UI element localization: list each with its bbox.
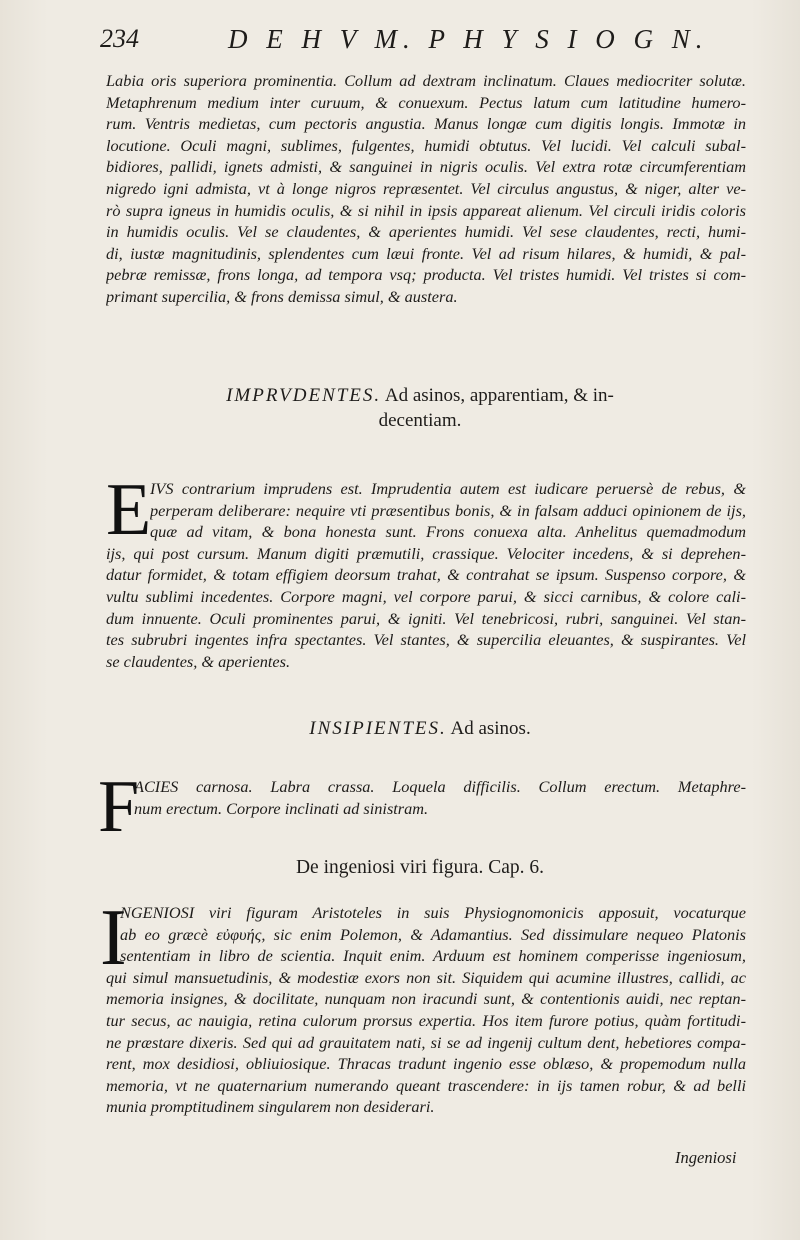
text-line: ijs, qui post cursum. Manum digiti præmutili, crassique. Velociter incedens, & si deprehen- xyxy=(106,543,746,563)
text-line: memoria, vt ne quaternarium numerando queant trascendere: in ijs tamen robur, & ad belli xyxy=(106,1075,746,1095)
heading-caps: IMPRVDENTES. xyxy=(226,385,382,406)
insipientes-paragraph xyxy=(134,776,746,819)
section-heading-insipientes xyxy=(110,718,730,740)
text-line: quæ ad vitam, & bona honesta sunt. Frons conuexa alta. Anhelitus quemadmodum xyxy=(150,522,746,542)
text-line: rò supra igneus in humidis oculis, & si nihil in ipsis appareat alienum. Vel circuli iridis coloris xyxy=(106,200,746,220)
section-heading-imprudentes-line2 xyxy=(110,410,730,432)
running-title: D E H V M. P H Y S I O G N. xyxy=(228,24,709,54)
drop-cap-e: E xyxy=(106,469,152,551)
chapter-heading xyxy=(110,857,730,879)
text-line: primant supercilia, & frons demissa simul, & austera. xyxy=(106,286,458,306)
heading-line2: decentiam. xyxy=(378,410,462,431)
text-line: Metaphrenum medium inter curuum, & conuexum. Pectus latum cum latitudine humero- xyxy=(106,92,746,112)
heading-rest: Ad asinos, apparentiam, & in- xyxy=(384,385,614,406)
running-head xyxy=(100,24,709,60)
text-line: qui simul mansuetudinis, & modestiæ exors non sit. Siquidem qui acumine illustres, callidi, ac xyxy=(106,967,746,987)
text-line: di, iustæ magnitudinis, splendentes cum læui fronte. Vel ad risum hilares, & humidi, & pal- xyxy=(106,243,746,263)
text-line: ab eo græcè εὐφυής, sic enim Polemon, & Adamantius. Sed dissimulare nequeo Platonis xyxy=(120,924,746,944)
text-line: IVS contrarium imprudens est. Imprudentia autem est iudicare peruersè de rebus, & xyxy=(150,479,746,498)
text-line: rum. Ventris medietas, cum pectoris angustia. Manus longæ cum digitis longis. Immotæ in xyxy=(106,114,746,134)
text-line: perperam deliberare: nequire vti præsentibus bonis, & in falsam adduci opinionem de ijs, xyxy=(150,500,746,520)
text-line: rent, mox desidiosi, obliuiosique. Thracas tradunt ingenio esse oblæso, & propemodum nulla xyxy=(106,1054,746,1074)
text-line: NGENIOSI viri figuram Aristoteles in suis Physiognomonicis apposuit, vocaturque xyxy=(120,903,746,922)
text-line: ne præstare dixeris. Sed qui ad grauitatem nati, si se ad ingenij cultum dent, hebetiores compa- xyxy=(106,1032,746,1052)
text-line: memoria insignes, & docilitate, nunquam non iracundi sunt, & contentionis auidi, nec reptan- xyxy=(106,989,746,1009)
chapter-paragraph xyxy=(106,902,746,1118)
imprudentes-paragraph xyxy=(106,478,746,672)
text-line: num erectum. Corpore inclinati ad sinistram. xyxy=(134,798,429,818)
text-line: in humidis oculis. Vel se claudentes, & aperientes humidi. Vel sese claudentes, recti, humi- xyxy=(106,222,746,242)
text-line: nigredo igni admista, vt à longe nigros repræsentet. Vel circulus angustus, & niger, alter ve- xyxy=(106,178,746,198)
text-line: tes subrubri ingentes infra spectantes. Vel stantes, & supercilia eleuantes, & suspirantes. Vel xyxy=(106,630,746,650)
drop-cap-f: F xyxy=(98,766,140,848)
text-line: pebræ remissæ, frons longa, ad tempora vsq; producta. Vel tristes humidi. Vel tristes si com- xyxy=(106,265,746,285)
text-line: ACIES carnosa. Labra crassa. Loquela difficilis. Collum erectum. Metaphre- xyxy=(134,777,746,796)
text-line: tur secus, ac nauigia, retina culorum prorsus expertia. Hos item furore potius, quàm fortitudi- xyxy=(106,1010,746,1030)
text-line: se claudentes, & aperientes. xyxy=(106,651,291,671)
page-number: 234 xyxy=(100,24,139,53)
chapter-title: De ingeniosi viri figura. Cap. 6. xyxy=(295,857,545,878)
text-line: munia promptitudinem singularem non desiderari. xyxy=(106,1097,435,1117)
intro-paragraph xyxy=(106,70,746,308)
text-line: bidiores, pallidi, ignets admisti, & sanguinei in nigris oculis. Vel extra rotæ circumferentiam xyxy=(106,157,746,177)
text-line: dum innuente. Oculi prominentes parui, & igniti. Vel tenebricosi, rubri, sanguinei. Vel stan- xyxy=(106,608,746,628)
text-line: Labia oris superiora prominentia. Collum ad dextram inclinatum. Claues mediocriter solutæ. xyxy=(106,71,746,90)
section-heading-imprudentes xyxy=(110,385,730,407)
text-line: sententiam in libro de scientia. Inquit enim. Arduum est hominem comperisse ingeniosum, xyxy=(120,946,746,966)
heading-rest: Ad asinos. xyxy=(450,718,531,739)
heading-caps: INSIPIENTES. xyxy=(309,718,447,739)
text-line: locutione. Oculi magni, sublimes, fulgentes, humidi obtutus. Vel lucidi. Vel calculi subal- xyxy=(106,135,746,155)
drop-cap-i: I xyxy=(100,894,127,982)
text-line: vultu sublimi incedentes. Corpore magni, vel corpore parui, & sicci carnibus, & colore cali- xyxy=(106,586,746,606)
text-line: datur formidet, & totam effigiem deorsum trahat, & contrahat se ipsum. Suspenso corpore, & xyxy=(106,565,746,585)
catchword: Ingeniosi xyxy=(675,1148,737,1167)
